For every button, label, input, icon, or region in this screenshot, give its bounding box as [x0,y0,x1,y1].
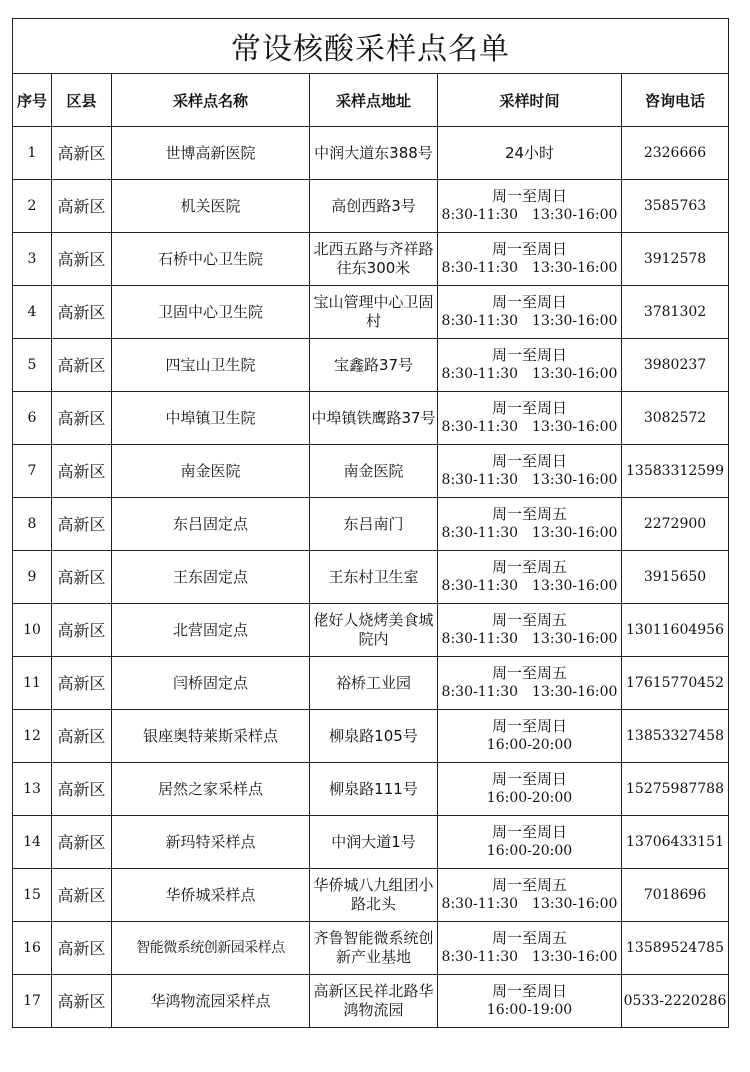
row-phone: 3082572 [622,392,729,445]
row-sampling-time [438,392,622,445]
time-hours: 8:30-11:30 13:30-16:00 [441,525,618,541]
row-number: 8 [13,498,52,551]
row-sampling-time [438,869,622,922]
row-sampling-time [438,657,622,710]
row-number: 14 [13,816,52,869]
row-number: 10 [13,604,52,657]
row-phone: 0533-2220286 [622,975,729,1028]
row-phone: 2272900 [622,498,729,551]
time-hours: 8:30-11:30 13:30-16:00 [441,472,618,488]
time-days: 24小时 [504,143,555,162]
row-number: 4 [13,286,52,339]
time-hours: 8:30-11:30 13:30-16:00 [441,949,618,965]
row-site-name: 智能微系统创新园采样点 [112,922,310,975]
row-phone: 13583312599 [622,445,729,498]
row-site-name: 东吕固定点 [112,498,310,551]
row-number: 11 [13,657,52,710]
row-district: 高新区 [52,869,112,922]
row-district: 高新区 [52,339,112,392]
time-days: 周一至周五 [491,929,567,947]
row-district: 高新区 [52,127,112,180]
time-days: 周一至周日 [491,293,567,311]
time-days: 周一至周日 [491,452,567,470]
row-district: 高新区 [52,710,112,763]
time-days: 周一至周日 [491,346,567,364]
row-site-name: 中埠镇卫生院 [112,392,310,445]
time-hours: 16:00-20:00 [486,843,573,859]
row-site-name: 四宝山卫生院 [112,339,310,392]
row-district: 高新区 [52,657,112,710]
row-number: 13 [13,763,52,816]
row-district: 高新区 [52,392,112,445]
row-number: 12 [13,710,52,763]
table-row [13,392,729,445]
row-address: 宝鑫路37号 [310,339,438,392]
row-site-name: 机关医院 [112,180,310,233]
time-days: 周一至周五 [491,505,567,523]
row-sampling-time [438,922,622,975]
sampling-site-table [12,18,729,1028]
row-address: 王东村卫生室 [310,551,438,604]
row-district: 高新区 [52,763,112,816]
row-phone: 3585763 [622,180,729,233]
table-row [13,604,729,657]
table-row [13,233,729,286]
row-address: 宝山管理中心卫固村 [310,286,438,339]
row-district: 高新区 [52,445,112,498]
time-days: 周一至周五 [491,664,567,682]
row-number: 6 [13,392,52,445]
table-row [13,180,729,233]
header-row [13,74,729,127]
row-site-name: 王东固定点 [112,551,310,604]
row-address: 中润大道1号 [310,816,438,869]
header-name: 采样点名称 [112,74,310,127]
row-site-name: 闫桥固定点 [112,657,310,710]
row-address: 裕桥工业园 [310,657,438,710]
row-phone: 17615770452 [622,657,729,710]
row-phone: 3781302 [622,286,729,339]
table-row [13,975,729,1028]
time-days: 周一至周五 [491,876,567,894]
row-phone: 15275987788 [622,763,729,816]
row-district: 高新区 [52,816,112,869]
row-sampling-time [438,339,622,392]
table-row [13,445,729,498]
table-row [13,710,729,763]
row-site-name: 银座奥特莱斯采样点 [112,710,310,763]
header-address: 采样点地址 [310,74,438,127]
time-hours: 16:00-20:00 [486,737,573,753]
table-body [13,127,729,1028]
row-address: 中埠镇铁鹰路37号 [310,392,438,445]
time-days: 周一至周日 [491,187,567,205]
row-sampling-time [438,710,622,763]
row-district: 高新区 [52,180,112,233]
row-phone: 13853327458 [622,710,729,763]
time-days: 周一至周五 [491,611,567,629]
row-phone: 7018696 [622,869,729,922]
row-phone: 3915650 [622,551,729,604]
row-number: 15 [13,869,52,922]
row-number: 17 [13,975,52,1028]
table-row [13,127,729,180]
row-sampling-time [438,975,622,1028]
time-days: 周一至周日 [491,982,567,1000]
time-days: 周一至周五 [491,558,567,576]
time-days: 周一至周日 [491,399,567,417]
row-phone: 3912578 [622,233,729,286]
time-hours: 8:30-11:30 13:30-16:00 [441,260,618,276]
row-site-name: 华鸿物流园采样点 [112,975,310,1028]
table-row [13,498,729,551]
row-district: 高新区 [52,498,112,551]
row-district: 高新区 [52,975,112,1028]
row-district: 高新区 [52,551,112,604]
row-number: 1 [13,127,52,180]
row-site-name: 居然之家采样点 [112,763,310,816]
time-days: 周一至周日 [491,240,567,258]
row-sampling-time [438,763,622,816]
time-hours: 8:30-11:30 13:30-16:00 [441,313,618,329]
row-number: 9 [13,551,52,604]
row-address: 中润大道东388号 [310,127,438,180]
header-district: 区县 [52,74,112,127]
row-district: 高新区 [52,922,112,975]
time-hours: 8:30-11:30 13:30-16:00 [441,684,618,700]
header-phone: 咨询电话 [622,74,729,127]
row-sampling-time [438,180,622,233]
page-title: 常设核酸采样点名单 [13,19,729,74]
row-phone: 13011604956 [622,604,729,657]
row-number: 3 [13,233,52,286]
row-address: 高创西路3号 [310,180,438,233]
row-site-name: 华侨城采样点 [112,869,310,922]
time-hours: 8:30-11:30 13:30-16:00 [441,366,618,382]
time-hours: 8:30-11:30 13:30-16:00 [441,419,618,435]
table-row [13,286,729,339]
time-days: 周一至周日 [491,717,567,735]
row-site-name: 石桥中心卫生院 [112,233,310,286]
row-site-name: 世博高新医院 [112,127,310,180]
table-row [13,657,729,710]
row-sampling-time [438,445,622,498]
row-sampling-time [438,286,622,339]
row-site-name: 新玛特采样点 [112,816,310,869]
row-sampling-time [438,127,622,180]
row-phone: 2326666 [622,127,729,180]
row-number: 2 [13,180,52,233]
table-row [13,922,729,975]
row-phone: 3980237 [622,339,729,392]
row-address: 华侨城八九组团小路北头 [310,869,438,922]
row-sampling-time [438,551,622,604]
row-site-name: 北营固定点 [112,604,310,657]
time-hours: 16:00-20:00 [486,790,573,806]
time-hours: 8:30-11:30 13:30-16:00 [441,631,618,647]
table-row [13,551,729,604]
time-days: 周一至周日 [491,823,567,841]
row-district: 高新区 [52,233,112,286]
row-sampling-time [438,498,622,551]
row-number: 16 [13,922,52,975]
row-address: 柳泉路105号 [310,710,438,763]
time-hours: 8:30-11:30 13:30-16:00 [441,207,618,223]
row-address: 柳泉路111号 [310,763,438,816]
table-row [13,339,729,392]
row-phone: 13589524785 [622,922,729,975]
row-address: 南金医院 [310,445,438,498]
row-address: 高新区民祥北路华鸿物流园 [310,975,438,1028]
row-district: 高新区 [52,604,112,657]
time-hours: 8:30-11:30 13:30-16:00 [441,578,618,594]
row-phone: 13706433151 [622,816,729,869]
table-row [13,816,729,869]
row-number: 5 [13,339,52,392]
row-number: 7 [13,445,52,498]
row-address: 东吕南门 [310,498,438,551]
table-row [13,869,729,922]
time-days: 周一至周日 [491,770,567,788]
row-district: 高新区 [52,286,112,339]
header-no: 序号 [13,74,52,127]
header-time: 采样时间 [438,74,622,127]
row-sampling-time [438,604,622,657]
row-address: 北西五路与齐祥路往东300米 [310,233,438,286]
row-site-name: 卫固中心卫生院 [112,286,310,339]
row-sampling-time [438,233,622,286]
row-site-name: 南金医院 [112,445,310,498]
table-row [13,763,729,816]
row-address: 佬好人烧烤美食城院内 [310,604,438,657]
time-hours: 16:00-19:00 [486,1002,573,1018]
time-hours: 8:30-11:30 13:30-16:00 [441,896,618,912]
row-sampling-time [438,816,622,869]
row-address: 齐鲁智能微系统创新产业基地 [310,922,438,975]
